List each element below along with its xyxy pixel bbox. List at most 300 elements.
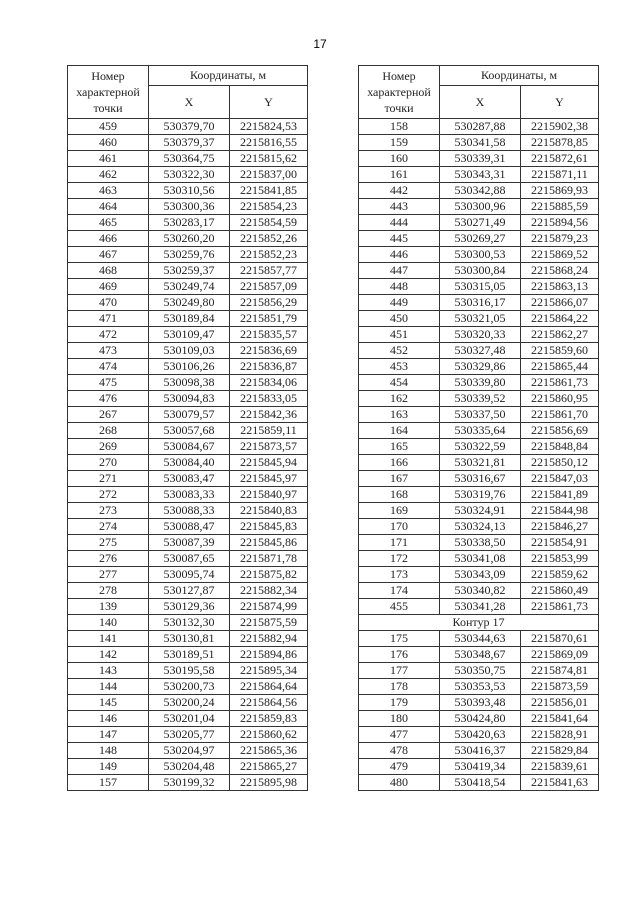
x-coordinate-cell: 530416,37 [440, 743, 521, 759]
y-coordinate-cell: 2215828,91 [521, 727, 599, 743]
y-coordinate-cell: 2215895,34 [230, 663, 308, 679]
point-number-cell: 465 [68, 215, 149, 231]
x-coordinate-cell: 530057,68 [149, 423, 230, 439]
x-coordinate-cell: 530132,30 [149, 615, 230, 631]
point-number-cell: 178 [359, 679, 440, 695]
table-row [359, 775, 599, 791]
header-coordinates: Координаты, м [440, 66, 599, 86]
y-coordinate-cell: 2215845,86 [230, 535, 308, 551]
table-row [68, 215, 308, 231]
table-row [68, 231, 308, 247]
y-coordinate-cell: 2215840,83 [230, 503, 308, 519]
point-number-cell: 461 [68, 151, 149, 167]
point-number-cell: 451 [359, 327, 440, 343]
table-row [359, 199, 599, 215]
point-number-cell: 476 [68, 391, 149, 407]
y-coordinate-cell: 2215835,57 [230, 327, 308, 343]
y-coordinate-cell: 2215865,44 [521, 359, 599, 375]
point-number-cell: 463 [68, 183, 149, 199]
page-number: 17 [313, 37, 327, 51]
x-coordinate-cell: 530322,59 [440, 439, 521, 455]
x-coordinate-cell: 530204,48 [149, 759, 230, 775]
table-row [68, 647, 308, 663]
table-row [359, 391, 599, 407]
point-number-cell: 466 [68, 231, 149, 247]
point-number-cell: 140 [68, 615, 149, 631]
table-row [359, 215, 599, 231]
x-coordinate-cell: 530327,48 [440, 343, 521, 359]
table-row [359, 519, 599, 535]
point-number-cell: 270 [68, 455, 149, 471]
y-coordinate-cell: 2215837,00 [230, 167, 308, 183]
table-row [359, 407, 599, 423]
point-number-cell: 273 [68, 503, 149, 519]
point-number-cell: 471 [68, 311, 149, 327]
point-number-cell: 446 [359, 247, 440, 263]
x-coordinate-cell: 530348,67 [440, 647, 521, 663]
table-row [359, 663, 599, 679]
table-row [359, 503, 599, 519]
table-row [359, 535, 599, 551]
x-coordinate-cell: 530283,17 [149, 215, 230, 231]
y-coordinate-cell: 2215840,97 [230, 487, 308, 503]
table-row [68, 359, 308, 375]
x-coordinate-cell: 530320,33 [440, 327, 521, 343]
header-point-number: Номер характерной точки [68, 66, 149, 119]
table-row [68, 423, 308, 439]
x-coordinate-cell: 530340,82 [440, 583, 521, 599]
table-row [359, 567, 599, 583]
table-row [359, 423, 599, 439]
y-coordinate-cell: 2215815,62 [230, 151, 308, 167]
point-number-cell: 269 [68, 439, 149, 455]
table-row [68, 375, 308, 391]
y-coordinate-cell: 2215829,84 [521, 743, 599, 759]
x-coordinate-cell: 530339,80 [440, 375, 521, 391]
table-row [68, 775, 308, 791]
x-coordinate-cell: 530259,37 [149, 263, 230, 279]
point-number-cell: 141 [68, 631, 149, 647]
x-coordinate-cell: 530300,53 [440, 247, 521, 263]
x-coordinate-cell: 530350,75 [440, 663, 521, 679]
y-coordinate-cell: 2215842,36 [230, 407, 308, 423]
y-coordinate-cell: 2215882,34 [230, 583, 308, 599]
y-coordinate-cell: 2215862,27 [521, 327, 599, 343]
point-number-cell: 448 [359, 279, 440, 295]
table-row [359, 263, 599, 279]
y-coordinate-cell: 2215852,23 [230, 247, 308, 263]
x-coordinate-cell: 530324,91 [440, 503, 521, 519]
x-coordinate-cell: 530420,63 [440, 727, 521, 743]
table-row [68, 183, 308, 199]
y-coordinate-cell: 2215873,57 [230, 439, 308, 455]
point-number-cell: 278 [68, 583, 149, 599]
y-coordinate-cell: 2215856,29 [230, 295, 308, 311]
y-coordinate-cell: 2215824,53 [230, 119, 308, 135]
table-row [68, 119, 308, 135]
x-coordinate-cell: 530337,50 [440, 407, 521, 423]
y-coordinate-cell: 2215833,05 [230, 391, 308, 407]
x-coordinate-cell: 530343,31 [440, 167, 521, 183]
point-number-cell: 473 [68, 343, 149, 359]
y-coordinate-cell: 2215872,61 [521, 151, 599, 167]
y-coordinate-cell: 2215841,85 [230, 183, 308, 199]
coordinates-table-right [358, 65, 599, 791]
y-coordinate-cell: 2215871,11 [521, 167, 599, 183]
table-row [68, 327, 308, 343]
point-number-cell: 478 [359, 743, 440, 759]
x-coordinate-cell: 530106,26 [149, 359, 230, 375]
table-row [68, 519, 308, 535]
y-coordinate-cell: 2215859,83 [230, 711, 308, 727]
point-number-cell: 171 [359, 535, 440, 551]
y-coordinate-cell: 2215845,83 [230, 519, 308, 535]
x-coordinate-cell: 530084,40 [149, 455, 230, 471]
x-coordinate-cell: 530310,56 [149, 183, 230, 199]
table-row [68, 759, 308, 775]
y-coordinate-cell: 2215860,62 [230, 727, 308, 743]
y-coordinate-cell: 2215860,95 [521, 391, 599, 407]
x-coordinate-cell: 530341,28 [440, 599, 521, 615]
x-coordinate-cell: 530379,37 [149, 135, 230, 151]
x-coordinate-cell: 530329,86 [440, 359, 521, 375]
y-coordinate-cell: 2215869,52 [521, 247, 599, 263]
y-coordinate-cell: 2215861,73 [521, 375, 599, 391]
table-row [359, 599, 599, 615]
y-coordinate-cell: 2215865,36 [230, 743, 308, 759]
point-number-cell: 167 [359, 471, 440, 487]
x-coordinate-cell: 530379,70 [149, 119, 230, 135]
point-number-cell: 452 [359, 343, 440, 359]
table-row [68, 743, 308, 759]
point-number-cell: 168 [359, 487, 440, 503]
x-coordinate-cell: 530419,34 [440, 759, 521, 775]
table-row [359, 279, 599, 295]
x-coordinate-cell: 530195,58 [149, 663, 230, 679]
point-number-cell: 276 [68, 551, 149, 567]
table-row [68, 439, 308, 455]
x-coordinate-cell: 530199,32 [149, 775, 230, 791]
x-coordinate-cell: 530300,84 [440, 263, 521, 279]
point-number-cell: 139 [68, 599, 149, 615]
point-number-cell: 164 [359, 423, 440, 439]
point-number-cell: 143 [68, 663, 149, 679]
y-coordinate-cell: 2215861,70 [521, 407, 599, 423]
point-number-cell: 460 [68, 135, 149, 151]
table-body-right [359, 119, 599, 791]
table-row [68, 247, 308, 263]
point-number-cell: 146 [68, 711, 149, 727]
table-row [68, 487, 308, 503]
y-coordinate-cell: 2215869,09 [521, 647, 599, 663]
x-coordinate-cell: 530129,36 [149, 599, 230, 615]
table-row [68, 695, 308, 711]
x-coordinate-cell: 530130,81 [149, 631, 230, 647]
x-coordinate-cell: 530083,33 [149, 487, 230, 503]
point-number-cell: 147 [68, 727, 149, 743]
point-number-cell: 169 [359, 503, 440, 519]
point-number-cell: 174 [359, 583, 440, 599]
point-number-cell: 462 [68, 167, 149, 183]
table-row [359, 471, 599, 487]
table-row [68, 199, 308, 215]
table-row [359, 551, 599, 567]
y-coordinate-cell: 2215875,59 [230, 615, 308, 631]
x-coordinate-cell: 530200,24 [149, 695, 230, 711]
table-row [68, 263, 308, 279]
point-number-cell: 453 [359, 359, 440, 375]
x-coordinate-cell: 530094,83 [149, 391, 230, 407]
x-coordinate-cell: 530109,03 [149, 343, 230, 359]
y-coordinate-cell: 2215864,56 [230, 695, 308, 711]
table-row [68, 295, 308, 311]
header-x: X [149, 86, 230, 119]
y-coordinate-cell: 2215878,85 [521, 135, 599, 151]
x-coordinate-cell: 530341,08 [440, 551, 521, 567]
table-row [359, 711, 599, 727]
y-coordinate-cell: 2215859,11 [230, 423, 308, 439]
x-coordinate-cell: 530315,05 [440, 279, 521, 295]
table-row [68, 343, 308, 359]
x-coordinate-cell: 530189,84 [149, 311, 230, 327]
table-row [68, 535, 308, 551]
table-body-left [68, 119, 308, 791]
table-row [359, 311, 599, 327]
point-number-cell: 444 [359, 215, 440, 231]
x-coordinate-cell: 530189,51 [149, 647, 230, 663]
table-row [68, 311, 308, 327]
point-number-cell: 272 [68, 487, 149, 503]
table-row [359, 327, 599, 343]
table-row [68, 631, 308, 647]
point-number-cell: 477 [359, 727, 440, 743]
table-row [68, 551, 308, 567]
table-row [68, 615, 308, 631]
point-number-cell: 445 [359, 231, 440, 247]
x-coordinate-cell: 530316,17 [440, 295, 521, 311]
table-row [359, 231, 599, 247]
point-number-cell: 158 [359, 119, 440, 135]
point-number-cell: 148 [68, 743, 149, 759]
y-coordinate-cell: 2215857,09 [230, 279, 308, 295]
table-row [359, 647, 599, 663]
header-point-number: Номер характерной точки [359, 66, 440, 119]
y-coordinate-cell: 2215864,64 [230, 679, 308, 695]
table-row [359, 247, 599, 263]
point-number-cell: 157 [68, 775, 149, 791]
x-coordinate-cell: 530084,67 [149, 439, 230, 455]
y-coordinate-cell: 2215845,97 [230, 471, 308, 487]
table-row [68, 567, 308, 583]
x-coordinate-cell: 530338,50 [440, 535, 521, 551]
point-number-cell: 175 [359, 631, 440, 647]
y-coordinate-cell: 2215863,13 [521, 279, 599, 295]
y-coordinate-cell: 2215861,73 [521, 599, 599, 615]
y-coordinate-cell: 2215866,07 [521, 295, 599, 311]
point-number-cell: 149 [68, 759, 149, 775]
y-coordinate-cell: 2215848,84 [521, 439, 599, 455]
section-row [359, 615, 599, 631]
point-number-cell: 162 [359, 391, 440, 407]
y-coordinate-cell: 2215841,63 [521, 775, 599, 791]
x-coordinate-cell: 530269,27 [440, 231, 521, 247]
x-coordinate-cell: 530109,47 [149, 327, 230, 343]
y-coordinate-cell: 2215885,59 [521, 199, 599, 215]
y-coordinate-cell: 2215894,56 [521, 215, 599, 231]
y-coordinate-cell: 2215875,82 [230, 567, 308, 583]
point-number-cell: 475 [68, 375, 149, 391]
x-coordinate-cell: 530095,74 [149, 567, 230, 583]
y-coordinate-cell: 2215847,03 [521, 471, 599, 487]
table-row [359, 455, 599, 471]
x-coordinate-cell: 530260,20 [149, 231, 230, 247]
point-number-cell: 274 [68, 519, 149, 535]
x-coordinate-cell: 530249,80 [149, 295, 230, 311]
x-coordinate-cell: 530321,05 [440, 311, 521, 327]
point-number-cell: 180 [359, 711, 440, 727]
y-coordinate-cell: 2215879,23 [521, 231, 599, 247]
y-coordinate-cell: 2215895,98 [230, 775, 308, 791]
table-row [359, 135, 599, 151]
point-number-cell: 472 [68, 327, 149, 343]
table-row [68, 583, 308, 599]
y-coordinate-cell: 2215839,61 [521, 759, 599, 775]
x-coordinate-cell: 530324,13 [440, 519, 521, 535]
x-coordinate-cell: 530205,77 [149, 727, 230, 743]
x-coordinate-cell: 530424,80 [440, 711, 521, 727]
y-coordinate-cell: 2215857,77 [230, 263, 308, 279]
x-coordinate-cell: 530259,76 [149, 247, 230, 263]
table-row [359, 119, 599, 135]
x-coordinate-cell: 530418,54 [440, 775, 521, 791]
point-number-cell: 165 [359, 439, 440, 455]
x-coordinate-cell: 530204,97 [149, 743, 230, 759]
y-coordinate-cell: 2215841,64 [521, 711, 599, 727]
point-number-cell: 159 [359, 135, 440, 151]
table-row [68, 599, 308, 615]
x-coordinate-cell: 530342,88 [440, 183, 521, 199]
table-row [359, 487, 599, 503]
y-coordinate-cell: 2215854,59 [230, 215, 308, 231]
point-number-cell: 474 [68, 359, 149, 375]
table-row [359, 343, 599, 359]
table-row [359, 439, 599, 455]
y-coordinate-cell: 2215902,38 [521, 119, 599, 135]
table-row [359, 679, 599, 695]
table-row [359, 631, 599, 647]
table-row [359, 295, 599, 311]
y-coordinate-cell: 2215868,24 [521, 263, 599, 279]
point-number-cell: 277 [68, 567, 149, 583]
y-coordinate-cell: 2215844,98 [521, 503, 599, 519]
table-row [359, 743, 599, 759]
table-row [68, 167, 308, 183]
y-coordinate-cell: 2215869,93 [521, 183, 599, 199]
table-row [68, 503, 308, 519]
x-coordinate-cell: 530353,53 [440, 679, 521, 695]
x-coordinate-cell: 530300,36 [149, 199, 230, 215]
y-coordinate-cell: 2215874,99 [230, 599, 308, 615]
point-number-cell: 469 [68, 279, 149, 295]
point-number-cell: 176 [359, 647, 440, 663]
table-row [359, 583, 599, 599]
y-coordinate-cell: 2215816,55 [230, 135, 308, 151]
point-number-cell: 447 [359, 263, 440, 279]
y-coordinate-cell: 2215854,91 [521, 535, 599, 551]
point-number-cell: 470 [68, 295, 149, 311]
table-row [359, 183, 599, 199]
x-coordinate-cell: 530322,30 [149, 167, 230, 183]
table-row [68, 679, 308, 695]
y-coordinate-cell: 2215841,89 [521, 487, 599, 503]
x-coordinate-cell: 530339,31 [440, 151, 521, 167]
table-row [68, 135, 308, 151]
x-coordinate-cell: 530341,58 [440, 135, 521, 151]
y-coordinate-cell: 2215856,69 [521, 423, 599, 439]
x-coordinate-cell: 530249,74 [149, 279, 230, 295]
table-row [359, 759, 599, 775]
x-coordinate-cell: 530300,96 [440, 199, 521, 215]
table-row [359, 151, 599, 167]
point-number-cell: 464 [68, 199, 149, 215]
x-coordinate-cell: 530344,63 [440, 631, 521, 647]
y-coordinate-cell: 2215865,27 [230, 759, 308, 775]
x-coordinate-cell: 530271,49 [440, 215, 521, 231]
x-coordinate-cell: 530088,33 [149, 503, 230, 519]
table-row [68, 471, 308, 487]
point-number-cell: 275 [68, 535, 149, 551]
x-coordinate-cell: 530088,47 [149, 519, 230, 535]
table-row [68, 663, 308, 679]
x-coordinate-cell: 530087,39 [149, 535, 230, 551]
table-row [359, 167, 599, 183]
y-coordinate-cell: 2215836,69 [230, 343, 308, 359]
y-coordinate-cell: 2215836,87 [230, 359, 308, 375]
point-number-cell: 480 [359, 775, 440, 791]
point-number-cell: 172 [359, 551, 440, 567]
point-number-cell: 166 [359, 455, 440, 471]
point-number-cell: 271 [68, 471, 149, 487]
point-number-cell: 170 [359, 519, 440, 535]
y-coordinate-cell: 2215873,59 [521, 679, 599, 695]
y-coordinate-cell: 2215834,06 [230, 375, 308, 391]
y-coordinate-cell: 2215851,79 [230, 311, 308, 327]
point-number-cell: 145 [68, 695, 149, 711]
y-coordinate-cell: 2215846,27 [521, 519, 599, 535]
header-y: Y [230, 86, 308, 119]
point-number-cell: 267 [68, 407, 149, 423]
x-coordinate-cell: 530098,38 [149, 375, 230, 391]
x-coordinate-cell: 530339,52 [440, 391, 521, 407]
point-number-cell: 144 [68, 679, 149, 695]
point-number-cell: 467 [68, 247, 149, 263]
point-number-cell: 163 [359, 407, 440, 423]
point-number-cell: 177 [359, 663, 440, 679]
table-row [359, 375, 599, 391]
table-row [359, 727, 599, 743]
x-coordinate-cell: 530393,48 [440, 695, 521, 711]
point-number-cell: 268 [68, 423, 149, 439]
x-coordinate-cell: 530201,04 [149, 711, 230, 727]
y-coordinate-cell: 2215871,78 [230, 551, 308, 567]
y-coordinate-cell: 2215853,99 [521, 551, 599, 567]
table-row [68, 727, 308, 743]
x-coordinate-cell: 530287,88 [440, 119, 521, 135]
y-coordinate-cell: 2215845,94 [230, 455, 308, 471]
y-coordinate-cell: 2215859,60 [521, 343, 599, 359]
y-coordinate-cell: 2215856,01 [521, 695, 599, 711]
point-number-cell: 468 [68, 263, 149, 279]
